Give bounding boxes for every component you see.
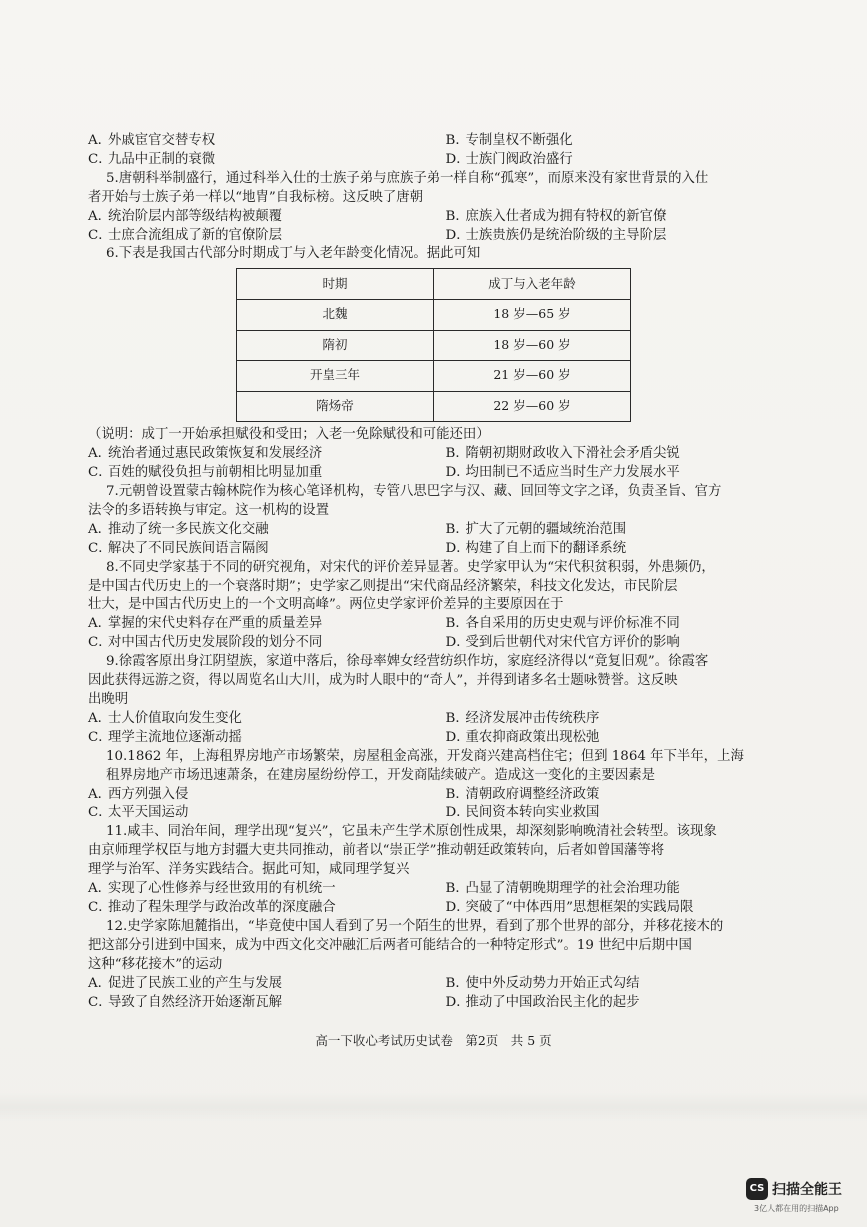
q12-stem-cont: 把这部分引进到中国来，成为中西文化交冲融汇后两者可能结合的一种特定形式”。19 世纪中后期中国 — [88, 937, 692, 953]
q10-stem: 10.1862 年，上海租界房地产市场繁荣，房屋租金高涨，开发商兴建高档住宅；但到 1864 年下半年，上海 — [106, 748, 744, 764]
q6-option-d[interactable]: D． 均田制已不适应当时生产力发展水平 — [445, 465, 680, 481]
table-row — [237, 391, 631, 422]
scanner-watermark — [746, 1176, 856, 1220]
question-9 — [88, 653, 803, 748]
brand-tagline: 3亿人都在用的扫描App — [754, 1204, 839, 1213]
table-header-cell: 时期 — [237, 269, 434, 300]
q11-stem: 11.咸丰、同治年间，理学出现“复兴”，它虽未产生学术原创性成果，却深刻影响晚清社会转型。该现象 — [106, 824, 717, 840]
q10-option-b[interactable]: B． 清朝政府调整经济政策 — [445, 786, 600, 802]
table-cell: 北魏 — [237, 299, 434, 330]
question-10 — [88, 748, 803, 824]
q4-option-c[interactable]: C． 九品中正制的衰微 — [88, 151, 216, 167]
q4-option-b[interactable]: B． 专制皇权不断强化 — [445, 133, 573, 148]
q9-stem-cont: 出晚明 — [88, 692, 129, 707]
q10-option-c[interactable]: C． 太平天国运动 — [88, 805, 189, 821]
q8-option-b[interactable]: B． 各自采用的历史史观与评价标准不同 — [445, 616, 680, 632]
q12-stem-cont: 这种“移花接木”的运动 — [88, 956, 223, 972]
table-cell: 18 岁—60 岁 — [434, 330, 631, 361]
q8-option-a[interactable]: A． 掌握的宋代史料存在严重的质量差异 — [88, 616, 323, 632]
table-header-row — [237, 269, 631, 300]
q11-stem-cont: 由京师理学权臣与地方封疆大吏共同推动，前者以“崇正学”推动朝廷政策转向，后者如曾国藩等将 — [88, 843, 665, 859]
table-cell: 21 岁—60 岁 — [434, 361, 631, 392]
q7-stem-cont: 法令的多语转换与审定。这一机构的设置 — [88, 502, 330, 518]
q8-stem: 8.不同史学家基于不同的研究视角，对宋代的评价差异显著。史学家甲认为“宋代积贫积弱，外患频仍， — [106, 559, 715, 575]
questions — [88, 132, 803, 1012]
q7-stem: 7.元朝曾设置蒙古翰林院作为核心笔译机构，专管八思巴字与汉、藏、回回等文字之译，负责圣旨、官方 — [106, 484, 722, 500]
q4-options-row2 — [88, 151, 803, 170]
q9-option-d[interactable]: D． 重农抑商政策出现松弛 — [445, 729, 600, 745]
q4-option-a[interactable]: A． 外戚宦官交替专权 — [88, 133, 216, 148]
q8-option-d[interactable]: D． 受到后世朝代对宋代官方评价的影响 — [445, 635, 680, 651]
table-row — [237, 330, 631, 361]
q5-option-d[interactable]: D． 士族贵族仍是统治阶级的主导阶层 — [445, 227, 667, 243]
table-cell: 隋初 — [237, 330, 434, 361]
q12-stem: 12.史学家陈旭麓指出，“毕竟使中国人看到了另一个陌生的世界，看到了那个世界的部分，并移花接木的 — [106, 918, 724, 934]
table-cell: 22 岁—60 岁 — [434, 391, 631, 422]
q6-note: （说明：成丁一开始承担赋役和受田；入老一免除赋役和可能还田） — [88, 427, 490, 443]
question-6 — [88, 245, 803, 483]
q12-option-a[interactable]: A． 促进了民族工业的产生与发展 — [88, 975, 283, 991]
q12-option-b[interactable]: B． 使中外反动势力开始正式勾结 — [445, 975, 640, 991]
q7-option-b[interactable]: B． 扩大了元朝的疆域统治范围 — [445, 521, 627, 537]
q10-option-d[interactable]: D． 民间资本转向实业救国 — [445, 805, 600, 821]
q11-stem-cont: 理学与治军、洋务实践结合。据此可知，咸同理学复兴 — [88, 862, 410, 878]
q7-option-d[interactable]: D． 构建了自上而下的翻译系统 — [445, 540, 627, 556]
q12-option-d[interactable]: D． 推动了中国政治民主化的起步 — [445, 994, 640, 1010]
q9-option-c[interactable]: C． 理学主流地位逐渐动摇 — [88, 729, 242, 745]
q11-option-d[interactable]: D． 突破了“中体西用”思想框架的实践局限 — [445, 899, 694, 915]
question-5 — [88, 170, 803, 246]
q9-stem: 9.徐霞客原出身江阴望族，家道中落后，徐母率婢女经营纺织作坊，家庭经济得以“竟复旧观”。徐霞客 — [106, 654, 709, 670]
q6-option-c[interactable]: C． 百姓的赋役负担与前朝相比明显加重 — [88, 465, 323, 481]
question-8 — [88, 559, 803, 654]
scan-shadow — [0, 1092, 867, 1122]
q6-stem: 6.下表是我国古代部分时期成丁与入老年龄变化情况。据此可知 — [106, 246, 481, 262]
q11-option-a[interactable]: A． 实现了心性修养与经世致用的有机统一 — [88, 881, 336, 897]
table-header-cell: 成丁与入老年龄 — [434, 269, 631, 300]
q9-stem-cont: 因此获得远游之资，得以周览名山大川，成为时人眼中的“奇人”，并得到诸多名士题咏赞誉。这反映 — [88, 673, 678, 689]
q4-options-row1 — [88, 132, 803, 151]
q11-option-c[interactable]: C． 推动了程朱理学与政治改革的深度融合 — [88, 899, 336, 915]
q10-option-a[interactable]: A． 西方列强入侵 — [88, 786, 189, 802]
brand-name: 扫描全能王 — [772, 1182, 842, 1198]
q9-option-a[interactable]: A． 士人价值取向发生变化 — [88, 710, 242, 726]
q5-stem-cont: 者开始与士族子弟一样以“地胄”自我标榜。这反映了唐朝 — [88, 189, 424, 205]
table-row — [237, 361, 631, 392]
q11-option-b[interactable]: B． 凸显了清朝晚期理学的社会治理功能 — [445, 881, 680, 897]
table-cell: 开皇三年 — [237, 361, 434, 392]
page-footer: 高一下收心考试历史试卷 第2页 共 5 页 — [315, 1033, 552, 1048]
q9-option-b[interactable]: B． 经济发展冲击传统秩序 — [445, 710, 600, 726]
q7-option-c[interactable]: C． 解决了不同民族间语言隔阂 — [88, 540, 269, 556]
q5-stem: 5.唐朝科举制盛行，通过科举入仕的士族子弟与庶族子弟一样自称“孤寒”，而原来没有家世背景的入仕 — [106, 170, 709, 186]
q8-option-c[interactable]: C． 对中国古代历史发展阶段的划分不同 — [88, 635, 323, 651]
q12-option-c[interactable]: C． 导致了自然经济开始逐渐瓦解 — [88, 994, 283, 1010]
question-12 — [88, 918, 803, 1013]
q7-option-a[interactable]: A． 推动了统一多民族文化交融 — [88, 521, 269, 537]
question-7 — [88, 483, 803, 559]
table-row — [237, 299, 631, 330]
q6-option-a[interactable]: A． 统治者通过惠民政策恢复和发展经济 — [88, 446, 323, 462]
camscanner-logo-icon: CS — [746, 1178, 768, 1200]
q6-option-b[interactable]: B． 隋朝初期财政收入下滑社会矛盾尖锐 — [445, 446, 680, 462]
q8-stem-cont: 是中国古代历史上的一个衰落时期”；史学家乙则提出“宋代商品经济繁荣，科技文化发达，市民阶层 — [88, 578, 678, 594]
q10-stem-cont: 租界房地产市场迅速萧条，在建房屋纷纷停工，开发商陆续破产。造成这一变化的主要因素是 — [106, 767, 656, 783]
q5-option-b[interactable]: B． 庶族入仕者成为拥有特权的新官僚 — [445, 208, 667, 224]
q8-stem-cont: 壮大，是中国古代历史上的一个文明高峰”。两位史学家评价差异的主要原因在于 — [88, 597, 564, 613]
q5-option-c[interactable]: C． 士庶合流组成了新的官僚阶层 — [88, 227, 283, 243]
question-11 — [88, 823, 803, 918]
table-cell: 18 岁—65 岁 — [434, 299, 631, 330]
q4-option-d[interactable]: D． 士族门阀政治盛行 — [445, 151, 573, 167]
age-table — [236, 268, 631, 422]
q5-option-a[interactable]: A． 统治阶层内部等级结构被颠覆 — [88, 208, 283, 224]
table-cell: 隋炀帝 — [237, 391, 434, 422]
